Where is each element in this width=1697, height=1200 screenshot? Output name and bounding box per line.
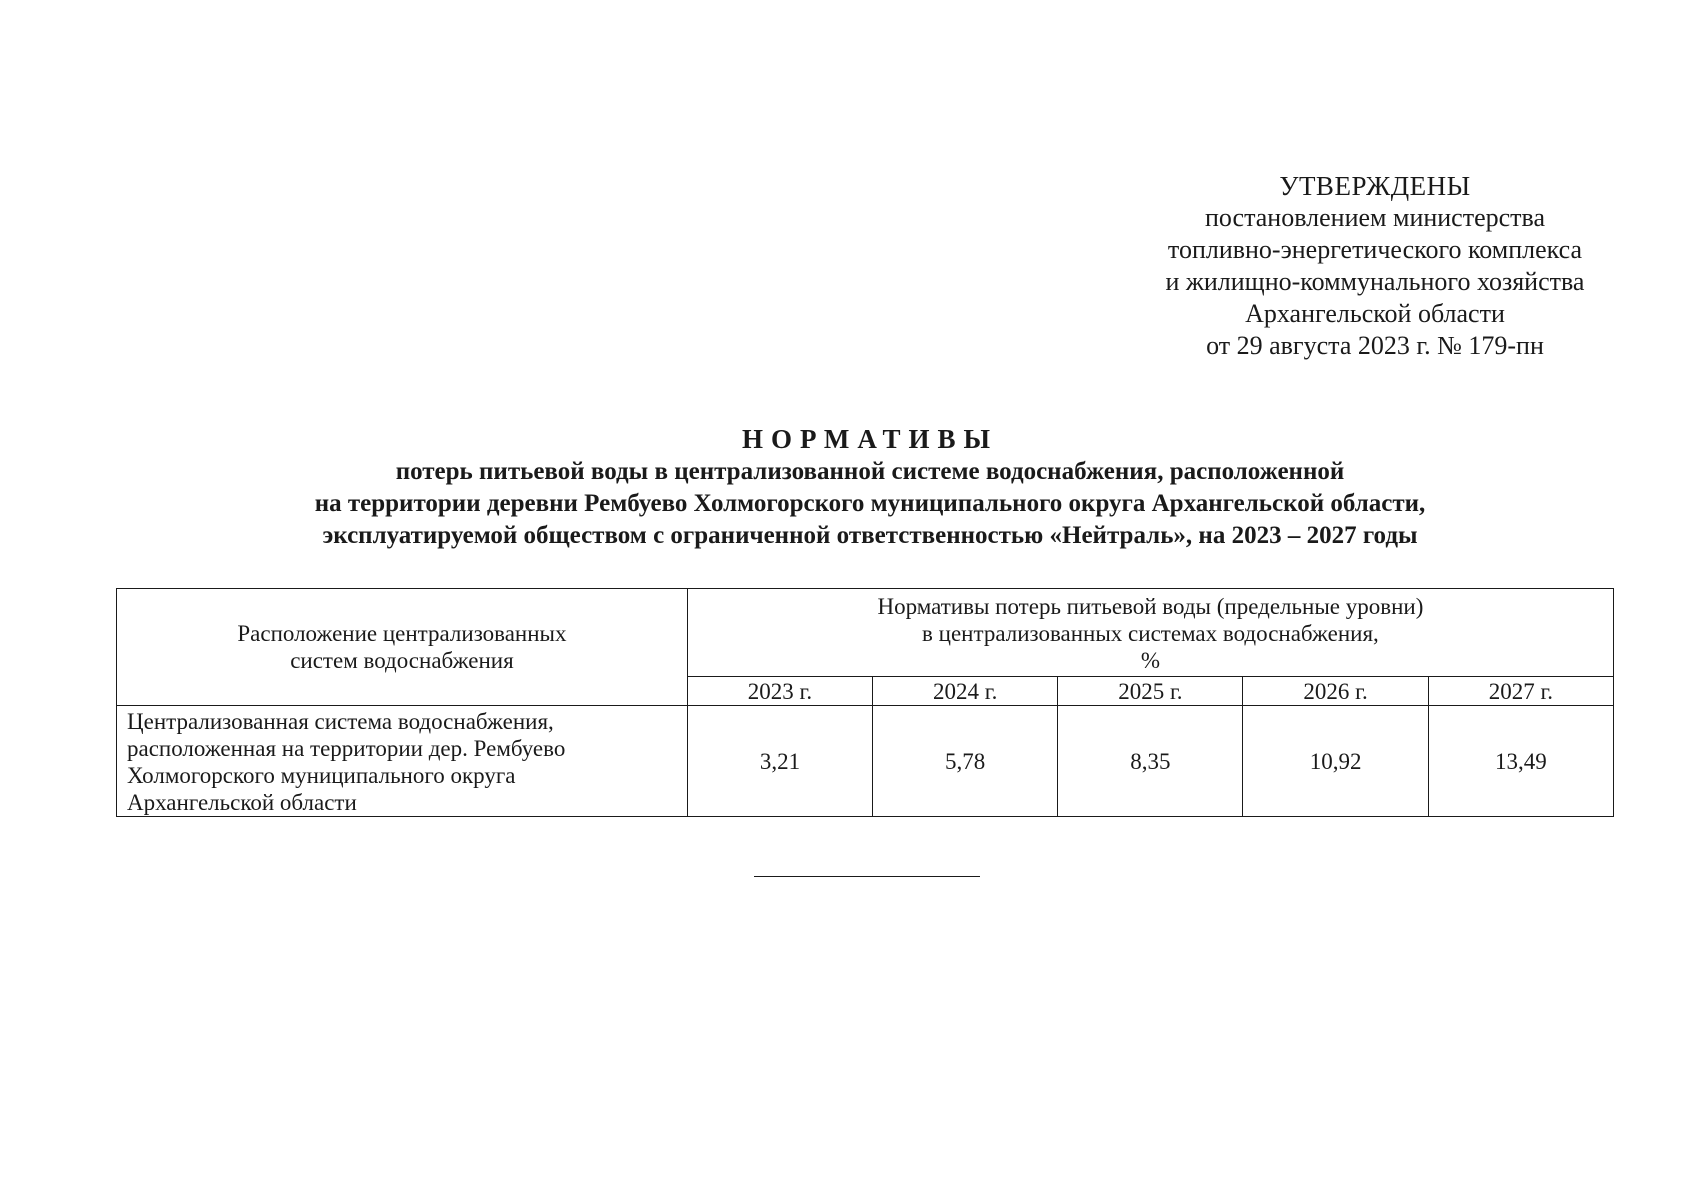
value-cell-2024: 5,78 — [873, 706, 1058, 817]
location-header — [117, 589, 688, 706]
approval-title: УТВЕРЖДЕНЫ — [1279, 171, 1471, 201]
location-line: Холмогорского муниципального округа — [127, 763, 516, 788]
year-header: 2023 г. — [687, 677, 872, 706]
norms-header-line: Нормативы потерь питьевой воды (предельные уровни) — [877, 594, 1424, 619]
location-line: Архангельской области — [127, 790, 357, 815]
approval-line: и жилищно-коммунального хозяйства — [1165, 267, 1585, 296]
approval-line: постановлением министерства — [1204, 203, 1546, 232]
table-header-row — [117, 589, 1614, 677]
value-cell-2023: 3,21 — [687, 706, 872, 817]
value-cell-2025: 8,35 — [1058, 706, 1243, 817]
norms-header — [687, 589, 1613, 677]
document-title-block — [100, 422, 1640, 552]
end-divider — [754, 876, 980, 877]
year-header: 2024 г. — [873, 677, 1058, 706]
year-header: 2025 г. — [1058, 677, 1243, 706]
location-header-line: систем водоснабжения — [290, 648, 514, 673]
document-subtitle-line: эксплуатируемой обществом с ограниченной ответственностью «Нейтраль», на 2023 – 2027 годы — [322, 522, 1418, 549]
table-row — [117, 706, 1614, 817]
year-header: 2027 г. — [1428, 677, 1613, 706]
norms-header-unit: % — [1140, 648, 1161, 673]
document-subtitle-line: потерь питьевой воды в централизованной системе водоснабжения, расположенной — [395, 458, 1345, 485]
year-header: 2026 г. — [1243, 677, 1428, 706]
location-line: расположенная на территории дер. Рембуево — [127, 736, 566, 761]
approval-date-line: от 29 августа 2023 г. № 179-пн — [1206, 331, 1544, 360]
location-line: Централизованная система водоснабжения, — [127, 709, 554, 734]
document-heading: НОРМАТИВЫ — [741, 424, 999, 454]
norms-header-line: в централизованных системах водоснабжения, — [922, 621, 1379, 646]
document-subtitle-line: на территории деревни Рембуево Холмогорского муниципального округа Архангельской области, — [314, 490, 1426, 517]
location-cell — [117, 706, 688, 817]
approval-line: топливно-энергетического комплекса — [1167, 235, 1583, 264]
approval-stamp — [1120, 170, 1630, 362]
norms-table — [116, 588, 1614, 817]
value-cell-2026: 10,92 — [1243, 706, 1428, 817]
value-cell-2027: 13,49 — [1428, 706, 1613, 817]
location-header-line: Расположение централизованных — [237, 621, 567, 646]
approval-line: Архангельской области — [1245, 299, 1505, 328]
